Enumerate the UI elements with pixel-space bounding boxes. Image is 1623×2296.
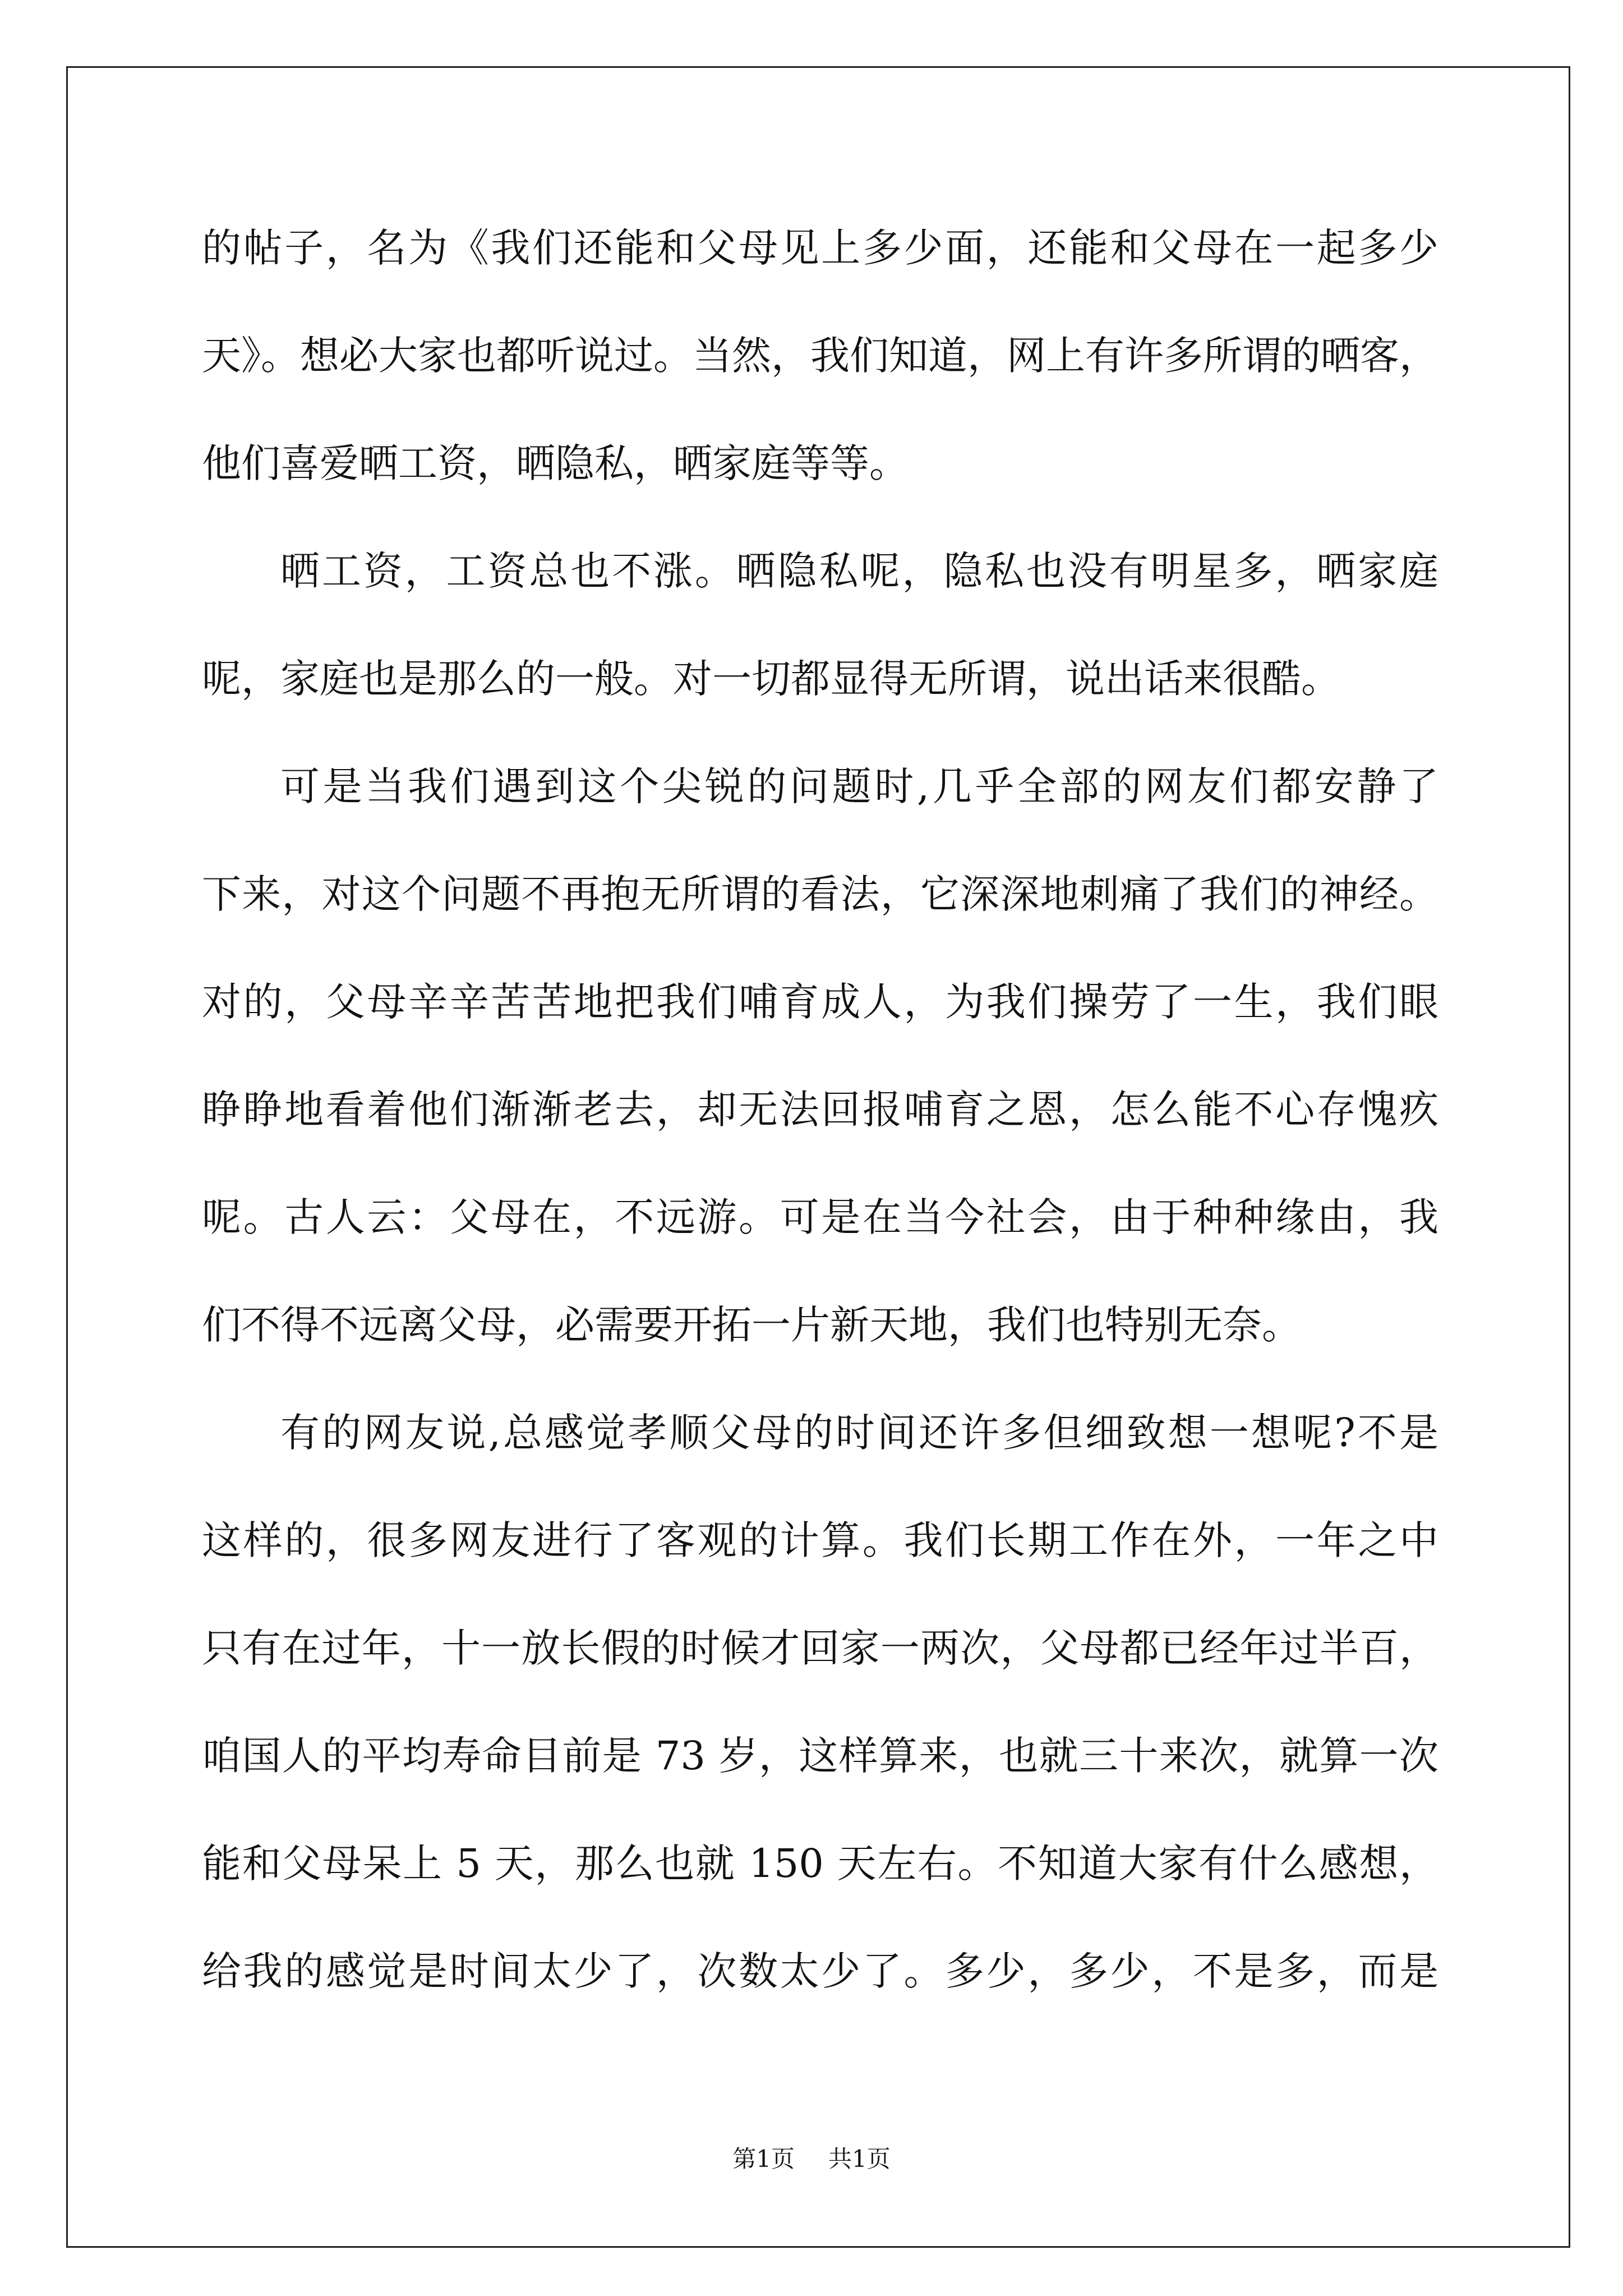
paragraph xyxy=(202,517,1438,733)
text-line: 呢，家庭也是那么的一般。对一切都显得无所谓，说出话来很酷。 xyxy=(202,656,1340,702)
text-line: 咱国人的平均寿命目前是 73 岁，这样算来，也就三十来次，就算一次 xyxy=(202,1733,1438,1779)
text-line: 这样的，很多网友进行了客观的计算。我们长期工作在外，一年之中 xyxy=(202,1517,1438,1563)
paragraph xyxy=(202,733,1438,1379)
paragraph xyxy=(202,1379,1438,2025)
text-line: 对的，父母辛辛苦苦地把我们哺育成人，为我们操劳了一生，我们眼 xyxy=(202,979,1438,1025)
text-line: 睁睁地看着他们渐渐老去，却无法回报哺育之恩，怎么能不心存愧疚 xyxy=(202,1087,1438,1133)
page-total: 共1页 xyxy=(828,2145,891,2173)
text-line: 下来，对这个问题不再抱无所谓的看法，它深深地刺痛了我们的神经。 xyxy=(202,871,1438,917)
text-line: 只有在过年，十一放长假的时候才回家一两次，父母都已经年过半百， xyxy=(202,1625,1438,1671)
text-line: 给我的感觉是时间太少了，次数太少了。多少，多少，不是多，而是 xyxy=(202,1948,1438,1994)
text-line: 有的网友说,总感觉孝顺父母的时间还许多但细致想一想呢?不是 xyxy=(280,1410,1438,1456)
text-line: 他们喜爱晒工资，晒隐私，晒家庭等等。 xyxy=(202,440,909,486)
text-line: 呢。古人云：父母在，不远游。可是在当今社会，由于种种缘由，我 xyxy=(202,1194,1438,1240)
text-line: 们不得不远离父母，必需要开拓一片新天地，我们也特别无奈。 xyxy=(202,1302,1301,1348)
text-line: 晒工资，工资总也不涨。晒隐私呢，隐私也没有明星多，晒家庭 xyxy=(280,548,1438,594)
document-body xyxy=(202,194,1438,2025)
paragraph xyxy=(202,194,1438,517)
text-line: 的帖子，名为《我们还能和父母见上多少面，还能和父母在一起多少 xyxy=(202,225,1438,271)
text-line: 能和父母呆上 5 天，那么也就 150 天左右。不知道大家有什么感想， xyxy=(202,1841,1438,1887)
page-footer xyxy=(0,2142,1623,2176)
page-number: 第1页 xyxy=(732,2145,795,2173)
text-line: 天》。想必大家也都听说过。当然，我们知道，网上有许多所谓的晒客， xyxy=(202,333,1438,379)
text-line: 可是当我们遇到这个尖锐的问题时,几乎全部的网友们都安静了 xyxy=(280,763,1438,809)
